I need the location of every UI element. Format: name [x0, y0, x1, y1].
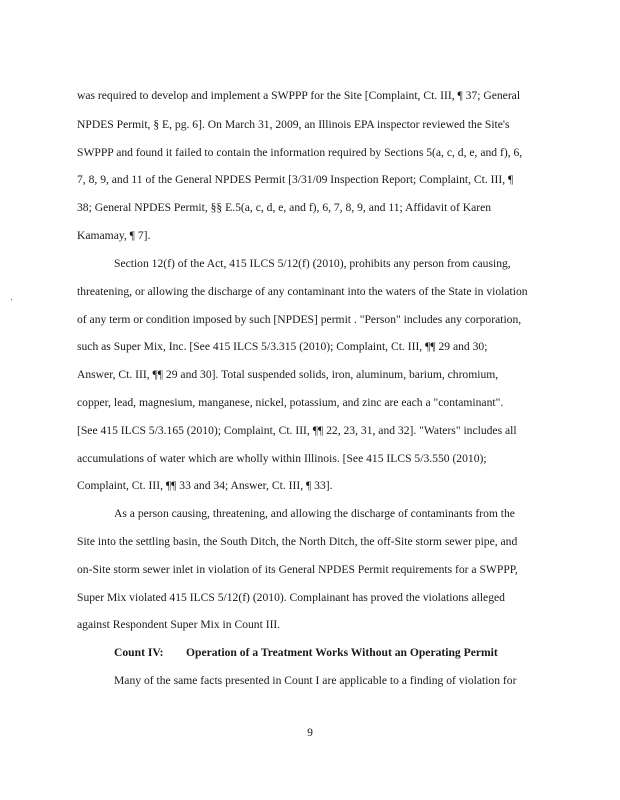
paragraph-2-line-7: [See 415 ILCS 5/3.165 (2010); Complaint, Ct. III, ¶¶ 22, 23, 31, and 32]. "Waters" includes all [77, 424, 517, 437]
paragraph-1-line-2: NPDES Permit, § E, pg. 6]. On March 31, 2009, an Illinois EPA inspector reviewed the Site's [77, 118, 510, 131]
paragraph-3-line-4: Super Mix violated 415 ILCS 5/12(f) (2010). Complainant has proved the violations alleged [77, 591, 505, 604]
paragraph-2-line-2: threatening, or allowing the discharge of any contaminant into the waters of the State in violation [77, 285, 528, 298]
paragraph-2-line-6: copper, lead, magnesium, manganese, nickel, potassium, and zinc are each a "contaminant". [77, 396, 504, 409]
scan-speck [11, 299, 12, 300]
paragraph-4-line-1: Many of the same facts presented in Count I are applicable to a finding of violation for [114, 674, 517, 687]
paragraph-3-line-1: As a person causing, threatening, and allowing the discharge of contaminants from the [114, 507, 515, 520]
paragraph-2-line-1: Section 12(f) of the Act, 415 ILCS 5/12(f) (2010), prohibits any person from causing, [114, 257, 511, 270]
paragraph-2-line-9: Complaint, Ct. III, ¶¶ 33 and 34; Answer, Ct. III, ¶ 33]. [77, 479, 333, 492]
paragraph-3-line-3: on-Site storm sewer inlet in violation of its General NPDES Permit requirements for a SWPPP, [77, 563, 518, 576]
paragraph-2-line-5: Answer, Ct. III, ¶¶ 29 and 30]. Total suspended solids, iron, aluminum, barium, chromium, [77, 368, 499, 381]
paragraph-1-line-1: was required to develop and implement a SWPPP for the Site [Complaint, Ct. III, ¶ 37; General [77, 89, 521, 102]
section-heading [114, 646, 498, 660]
paragraph-1-line-6: Kamamay, ¶ 7]. [77, 229, 151, 242]
paragraph-2-line-4: such as Super Mix, Inc. [See 415 ILCS 5/3.315 (2010); Complaint, Ct. III, ¶¶ 29 and 30; [77, 340, 488, 353]
paragraph-2-line-3: of any term or condition imposed by such [NPDES] permit . "Person" includes any corporation, [77, 313, 522, 326]
heading-label: Count IV: [114, 646, 164, 659]
paragraph-3-line-2: Site into the settling basin, the South Ditch, the North Ditch, the off-Site storm sewer pipe, and [77, 535, 518, 548]
heading-title: Operation of a Treatment Works Without an Operating Permit [186, 646, 498, 659]
paragraph-1-line-3: SWPPP and found it failed to contain the information required by Sections 5(a, c, d, e, and f), 6, [77, 146, 523, 159]
paragraph-1-line-4: 7, 8, 9, and 11 of the General NPDES Permit [3/31/09 Inspection Report; Complaint, Ct. III, ¶ [77, 173, 514, 186]
paragraph-1-line-5: 38; General NPDES Permit, §§ E.5(a, c, d, e, and f), 6, 7, 8, 9, and 11; Affidavit of Karen [77, 201, 492, 214]
paragraph-3-line-5: against Respondent Super Mix in Count III. [77, 618, 281, 631]
page-number: 9 [307, 726, 313, 739]
paragraph-2-line-8: accumulations of water which are wholly within Illinois. [See 415 ILCS 5/3.550 (2010); [77, 452, 487, 465]
